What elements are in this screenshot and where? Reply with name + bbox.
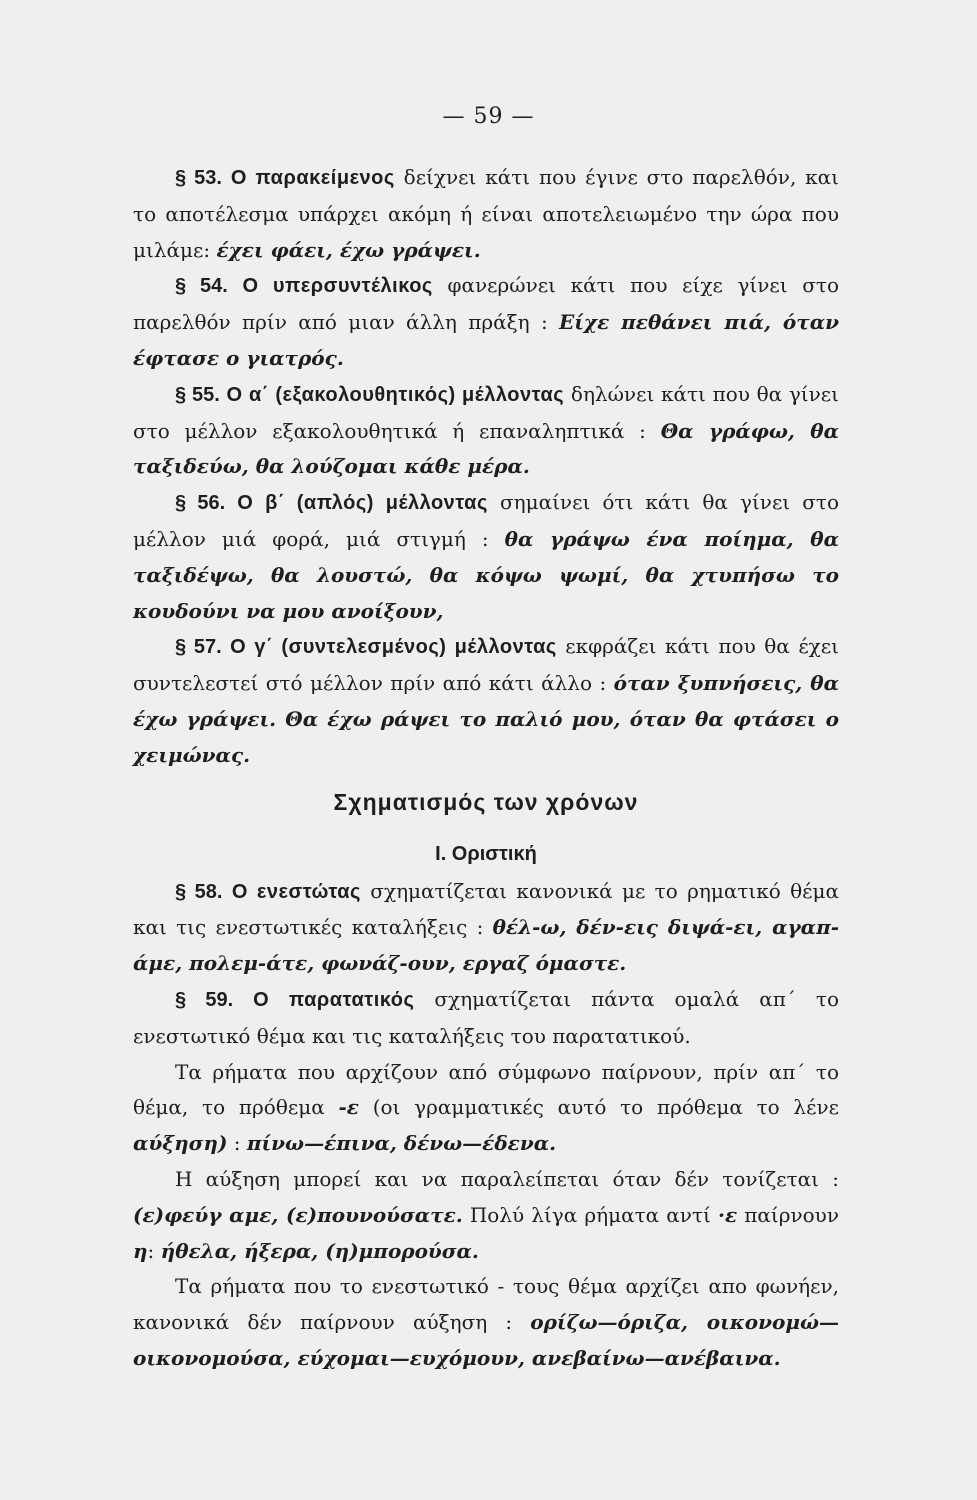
example: (ε)φεύγ αμε, (ε)πουνούσατε. xyxy=(133,1202,463,1227)
paragraph-text: φανερώνει κάτι που είχε γίνει στο παρελθόν πρίν από μιαν άλλη πράξη : xyxy=(133,273,840,335)
example: Είχε πεθάνει πιά, όταν έφτασε ο γιατρός. xyxy=(133,310,839,370)
section-number: § 59. xyxy=(175,988,234,1011)
augment-term: αύξηση) xyxy=(133,1131,228,1156)
prefix: ·ε xyxy=(717,1202,738,1227)
section-number: § 54. xyxy=(175,275,228,298)
example: πίνω—έπινα, δένω—έδενα. xyxy=(246,1131,557,1156)
example: Θα γράφω, θα ταξιδεύω, θα λούζομαι κάθε μέρα. xyxy=(133,418,839,479)
paragraph-text: σχηματίζεται κανονικά με το ρηματικό θέμα και τις ενεστωτικές καταλήξεις : xyxy=(133,878,840,940)
paragraph-55 xyxy=(133,377,839,485)
paragraph-57 xyxy=(133,629,839,773)
page-body xyxy=(133,160,839,1377)
paragraph-text: δηλώνει κάτι που θα γίνει στο μέλλον εξακολουθητικά ή επαναληπτικά : xyxy=(133,381,840,443)
section-number: § 58. xyxy=(175,880,223,903)
paragraph-text: : xyxy=(227,1131,247,1156)
term: Ο β΄ (απλός) μέλλοντας xyxy=(237,492,488,515)
paragraph-54 xyxy=(133,268,839,376)
example: ήθελα, ήξερα, (η)μπορούσα. xyxy=(160,1238,479,1263)
paragraph-text: δείχνει κάτι που έγινε στο παρελθόν, και το αποτέλεσμα υπάρχει ακόμη ή είναι αποτελειωμένο την ώρα που μιλάμε: xyxy=(133,165,839,262)
paragraph-vowel xyxy=(133,1269,839,1376)
paragraph-text: Η αύξηση μπορεί και να παραλείπεται όταν δέν τονίζεται : xyxy=(175,1166,839,1191)
paragraph-59 xyxy=(133,982,839,1055)
term: Ο γ΄ (συντελεσμένος) μέλλοντας xyxy=(230,636,557,659)
paragraph-text: Τα ρήματα που το ενεστωτικό - τους θέμα αρχίζει απο φωνήεν, κανονικά δέν παίρνουν αύξηση : xyxy=(133,1274,839,1335)
subsection-heading: Ι. Οριστική xyxy=(435,842,537,865)
section-number: § 56. xyxy=(175,492,226,515)
paragraph-56 xyxy=(133,485,839,629)
paragraph-augment xyxy=(133,1055,839,1162)
section-number: § 57. xyxy=(175,636,222,659)
paragraph-text: παίρνουν xyxy=(737,1202,839,1227)
paragraph-text: : xyxy=(147,1238,161,1263)
section-heading: Σχηματισμός των χρόνων xyxy=(333,788,639,815)
paragraph-58 xyxy=(133,874,839,982)
term: Ο παρατατικός xyxy=(253,988,415,1011)
term: Ο παρακείμενος xyxy=(230,167,395,189)
paragraph-text: σημαίνει ότι κάτι θα γίνει στο μέλλον μιά φορά, μιά στιγμή : xyxy=(133,490,839,551)
example: όταν ξυπνήσεις, θα έχω γράψει. Θα έχω ράψει το παλιό μου, όταν θα φτάσει ο χειμώνας. xyxy=(133,671,839,767)
paragraph-omit xyxy=(133,1162,839,1269)
term: Ο α΄ (εξακολουθητικός) μέλλοντας xyxy=(226,383,565,406)
section-number: § 53. xyxy=(175,167,222,189)
example: θα γράψω ένα ποίημα, θα ταξιδέψω, θα λουστώ, θα κόψω ψωμί, θα χτυπήσω το κουδούνι να μου ανοίξουν, xyxy=(133,526,839,623)
paragraph-53 xyxy=(133,160,839,268)
prefix: -ε xyxy=(338,1095,359,1120)
example: έχει φάει, έχω γράψει. xyxy=(216,237,481,262)
section-number: § 55. xyxy=(175,383,220,406)
eta-letter: η xyxy=(133,1238,148,1263)
paragraph-text: σχηματίζεται πάντα ομαλά απ΄ το ενεστωτικό θέμα και τις καταλήξεις του παρατατικού. xyxy=(133,986,839,1048)
paragraph-text: Πολύ λίγα ρήματα αντί xyxy=(462,1202,718,1227)
paragraph-text: εκφράζει κάτι που θα έχει συντελεστεί στό μέλλον πρίν από κάτι άλλο : xyxy=(133,634,840,696)
paragraph-text: Τα ρήματα που αρχίζουν από σύμφωνο παίρνουν, πρίν απ΄ το θέμα, το πρόθεμα xyxy=(133,1059,839,1120)
example: θέλ-ω, δέν-εις διψά-ει, αγαπ-άμε, πολεμ-άτε, φωνάζ-ουν, εργαζ όμαστε. xyxy=(133,915,840,976)
paragraph-text: (οι γραμματικές αυτό το πρόθεμα το λένε xyxy=(358,1095,839,1120)
page-number: — 59 — xyxy=(442,104,535,129)
term: Ο ενεστώτας xyxy=(231,880,361,903)
term: Ο υπερσυντέλικος xyxy=(242,275,433,298)
example: ορίζω—όριζα, οικονομώ—οικονομούσα, εύχομαι—ευχόμουν, ανεβαίνω—ανέβαινα. xyxy=(133,1310,839,1370)
